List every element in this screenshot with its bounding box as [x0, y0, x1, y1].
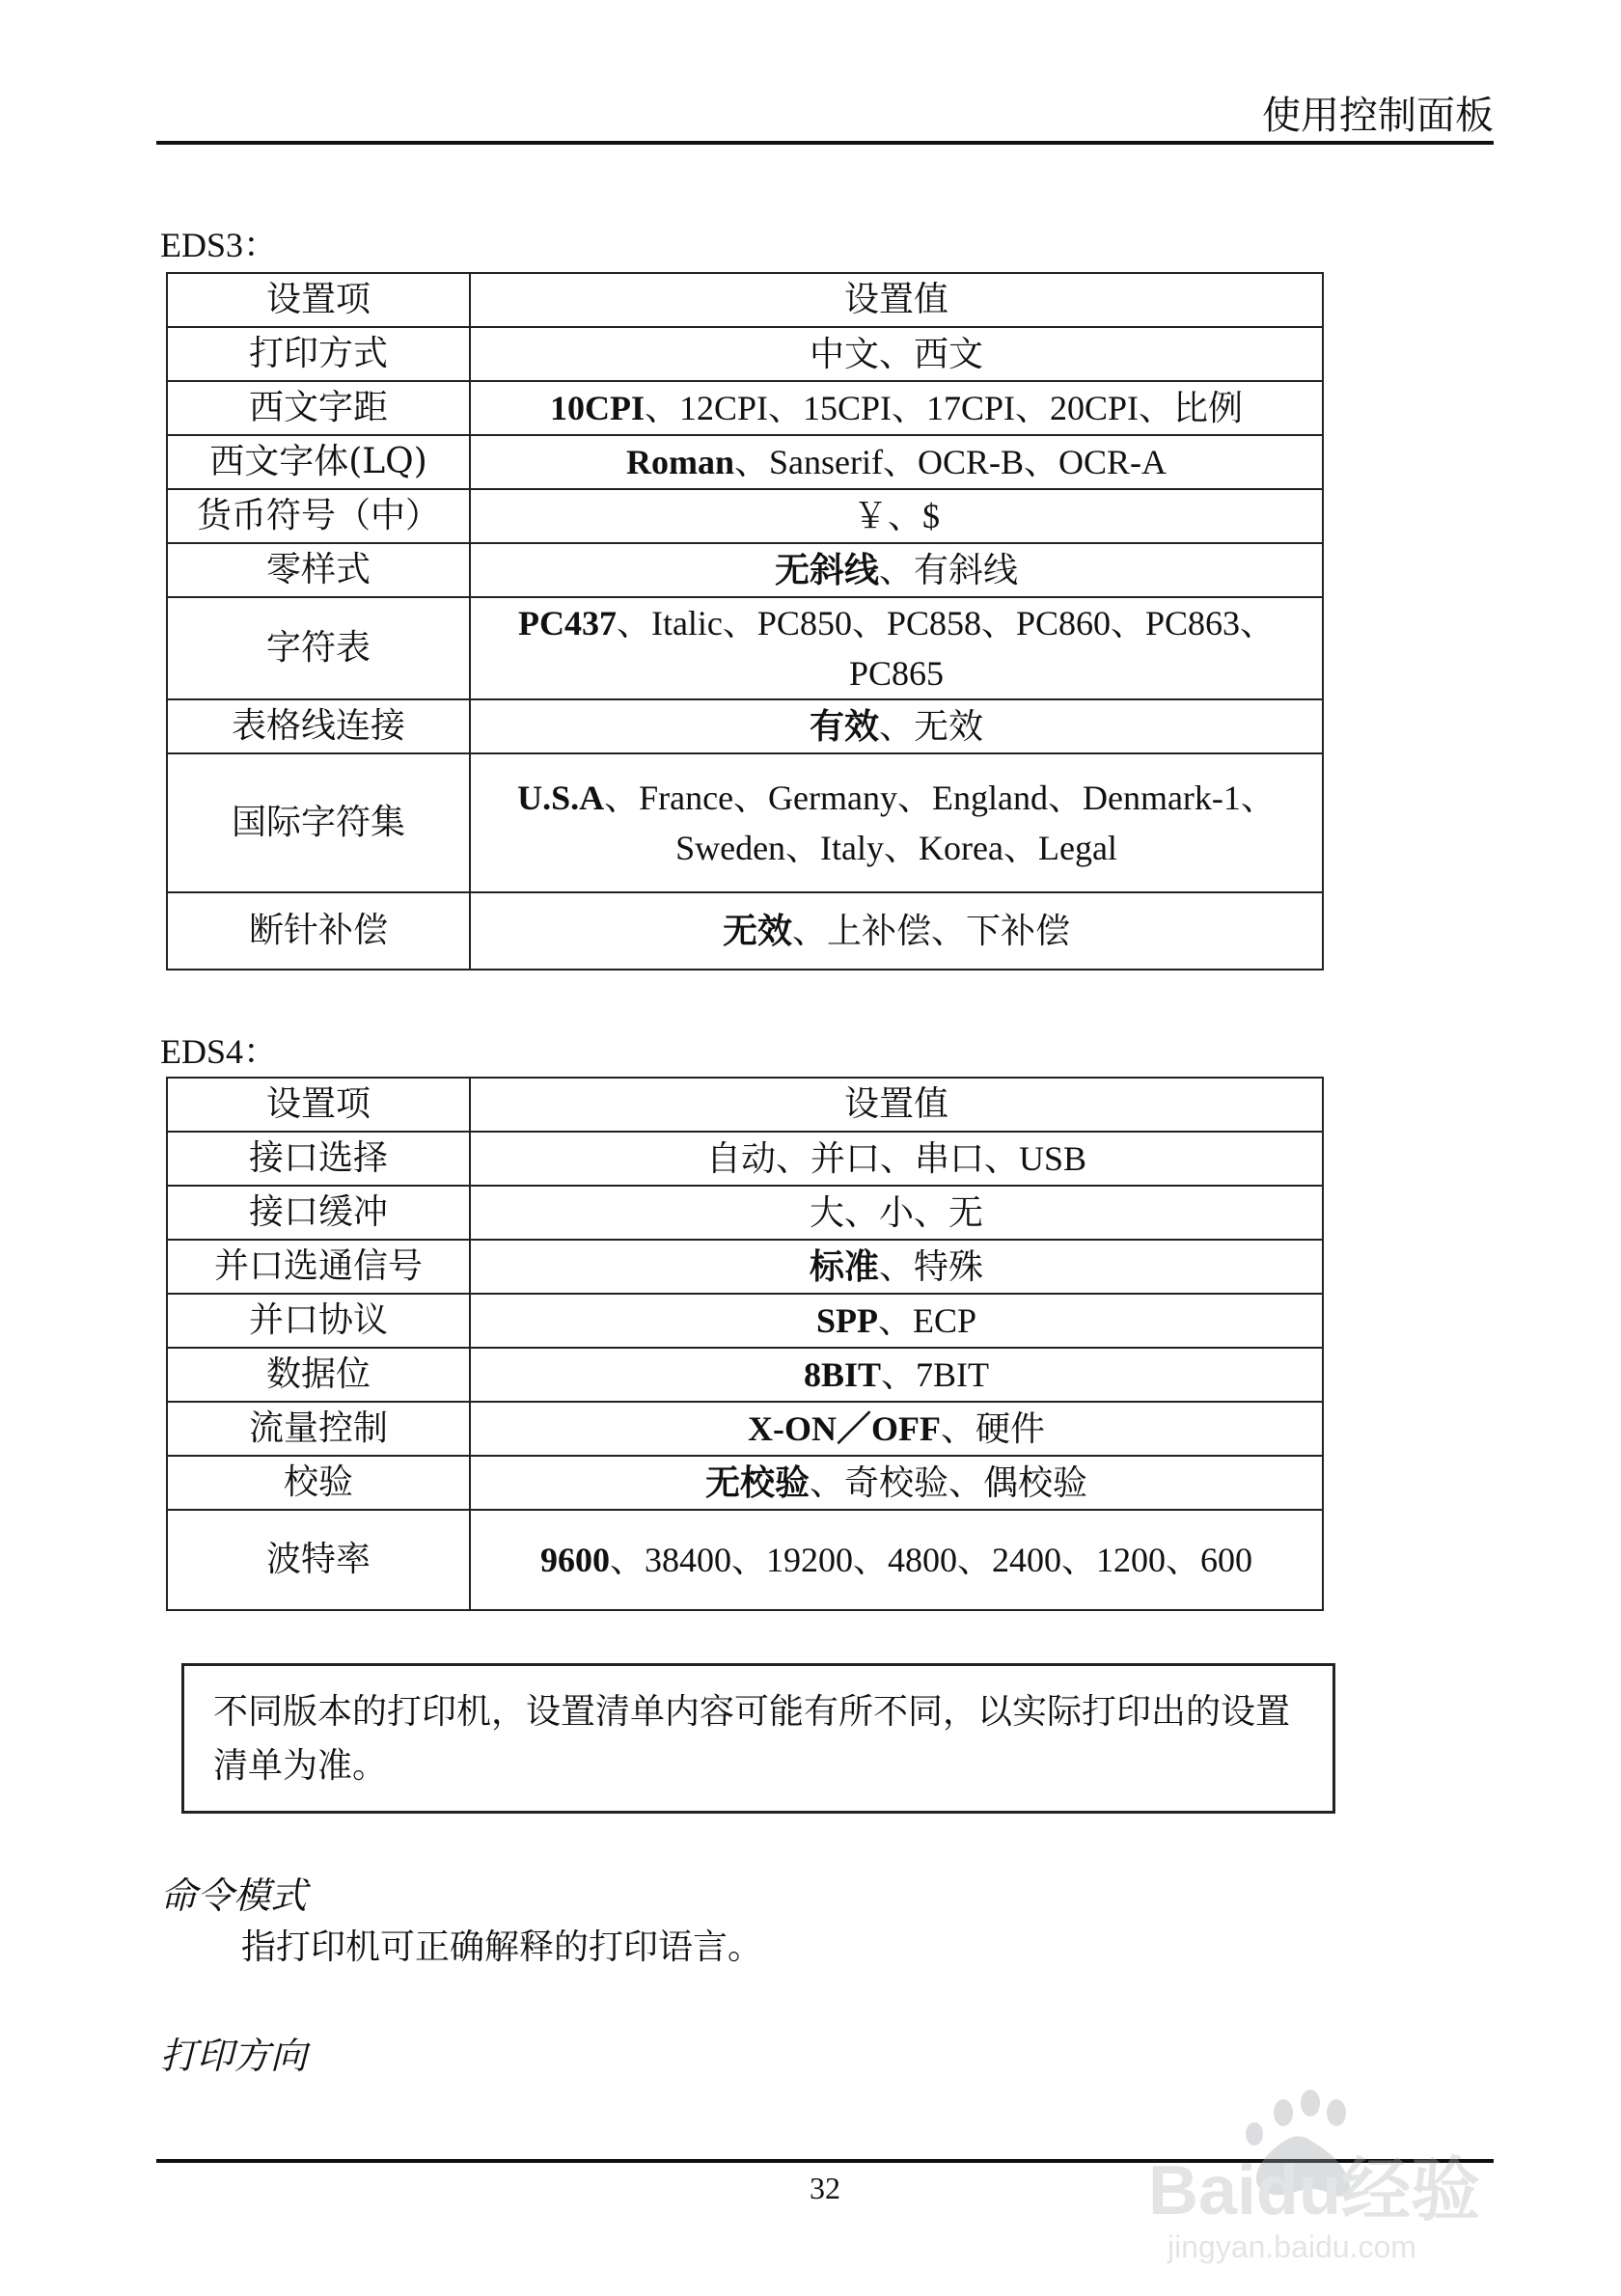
table-row — [167, 1348, 1323, 1402]
table-row — [167, 381, 1323, 435]
setting-value — [470, 1294, 1323, 1348]
default-value: 标准 — [809, 1247, 879, 1286]
option-values: 、12CPI、15CPI、17CPI、20CPI、比例 — [644, 389, 1244, 427]
setting-item: 国际字符集 — [167, 753, 470, 892]
option-values: 、38400、19200、4800、2400、1200、600 — [609, 1541, 1252, 1579]
setting-item: 并口协议 — [167, 1294, 470, 1348]
setting-value — [470, 1186, 1323, 1240]
option-values: 大 — [809, 1193, 844, 1232]
option-values: 、Sanserif、OCR-B、OCR-A — [734, 443, 1167, 481]
print-direction-heading: 打印方向 — [160, 2035, 308, 2077]
table-row — [167, 1456, 1323, 1510]
column-header-value: 设置值 — [470, 1078, 1323, 1132]
default-value: 无斜线 — [774, 551, 879, 589]
setting-value — [470, 1510, 1323, 1610]
table-header-row — [167, 273, 1323, 327]
header-rule — [156, 141, 1494, 145]
table-row — [167, 1186, 1323, 1240]
command-mode-body: 指打印机可正确解释的打印语言。 — [241, 1927, 763, 1967]
column-header-item: 设置项 — [167, 1078, 470, 1132]
setting-value — [470, 1240, 1323, 1294]
setting-value — [470, 435, 1323, 489]
default-value: 无效 — [722, 912, 792, 950]
option-values: 、7BIT — [881, 1355, 990, 1394]
setting-item: 接口缓冲 — [167, 1186, 470, 1240]
setting-item: 数据位 — [167, 1348, 470, 1402]
setting-value — [470, 543, 1323, 597]
default-value: 有效 — [809, 707, 879, 746]
setting-item: 并口选通信号 — [167, 1240, 470, 1294]
column-header-value: 设置值 — [470, 273, 1323, 327]
setting-item: 字符表 — [167, 597, 470, 699]
setting-item: 流量控制 — [167, 1402, 470, 1456]
table-row — [167, 489, 1323, 543]
setting-item: 表格线连接 — [167, 699, 470, 753]
setting-value — [470, 381, 1323, 435]
page-number: 32 — [810, 2171, 840, 2205]
default-value: U.S.A — [517, 779, 605, 817]
option-values: 、Italic、PC850、PC858、PC860、PC863、PC865 — [616, 604, 1276, 693]
table-row — [167, 1240, 1323, 1294]
option-values: 、硬件 — [940, 1409, 1045, 1448]
table-row — [167, 1402, 1323, 1456]
setting-value — [470, 1402, 1323, 1456]
note-text: 不同版本的打印机，设置清单内容可能有所不同，以实际打印出的设置清单为准。 — [213, 1692, 1291, 1786]
default-value: 10CPI — [549, 389, 645, 427]
setting-item: 波特率 — [167, 1510, 470, 1610]
table-header-row — [167, 1078, 1323, 1132]
option-values: 、ECP — [877, 1301, 977, 1340]
setting-value — [470, 489, 1323, 543]
option-values: 、无效 — [879, 707, 984, 746]
setting-item: 西文字体(LQ) — [167, 435, 470, 489]
option-values: 、France、Germany、England、Denmark-1、Sweden、Italy、Korea、Legal — [604, 779, 1276, 867]
option-values: 中文、西文 — [809, 335, 983, 373]
setting-item: 校验 — [167, 1456, 470, 1510]
setting-item: 断针补偿 — [167, 892, 470, 970]
table-row — [167, 892, 1323, 970]
option-values: 、有斜线 — [879, 551, 1019, 589]
column-header-item: 设置项 — [167, 273, 470, 327]
note-box — [181, 1663, 1335, 1814]
table-row — [167, 327, 1323, 381]
table-row — [167, 753, 1323, 892]
option-values: 、小、无 — [844, 1193, 984, 1232]
table-row — [167, 435, 1323, 489]
option-values: 自动 — [705, 1139, 776, 1178]
baidu-watermark-logo — [1139, 2074, 1544, 2267]
option-values: 、特殊 — [879, 1247, 984, 1286]
setting-item: 货币符号（中） — [167, 489, 470, 543]
setting-item: 打印方式 — [167, 327, 470, 381]
setting-value — [470, 753, 1323, 892]
default-value: 9600 — [539, 1541, 610, 1579]
setting-value — [470, 699, 1323, 753]
setting-value — [470, 327, 1323, 381]
eds3-table — [166, 272, 1324, 970]
header-title: 使用控制面板 — [1262, 94, 1494, 138]
default-value: PC437 — [517, 604, 617, 642]
setting-item: 西文字距 — [167, 381, 470, 435]
option-values: 、上补偿、下补偿 — [792, 912, 1071, 950]
setting-value — [470, 597, 1323, 699]
eds3-label: EDS3： — [160, 226, 279, 264]
option-values: 、并口、串口、USB — [775, 1139, 1087, 1178]
setting-item: 接口选择 — [167, 1132, 470, 1186]
table-row — [167, 1132, 1323, 1186]
default-value: X-ON／OFF — [748, 1409, 941, 1448]
default-value: Roman — [625, 443, 734, 481]
watermark-url: jingyan.baidu.com — [1168, 2229, 1416, 2264]
eds4-label: EDS4： — [160, 1032, 279, 1071]
command-mode-heading: 命令模式 — [160, 1874, 308, 1917]
table-row — [167, 699, 1323, 753]
table-row — [167, 1294, 1323, 1348]
watermark-brand: Baidu经验 — [1148, 2152, 1481, 2229]
option-values: 、奇校验、偶校验 — [810, 1463, 1088, 1502]
setting-value — [470, 1132, 1323, 1186]
table-row — [167, 543, 1323, 597]
default-value: SPP — [815, 1301, 878, 1340]
setting-value — [470, 892, 1323, 970]
setting-item: 零样式 — [167, 543, 470, 597]
setting-value — [470, 1456, 1323, 1510]
table-row — [167, 597, 1323, 699]
default-value: 8BIT — [803, 1355, 882, 1394]
table-row — [167, 1510, 1323, 1610]
default-value: 无校验 — [704, 1463, 810, 1502]
eds4-table — [166, 1077, 1324, 1611]
setting-value — [470, 1348, 1323, 1402]
option-values: ￥、$ — [852, 497, 940, 535]
